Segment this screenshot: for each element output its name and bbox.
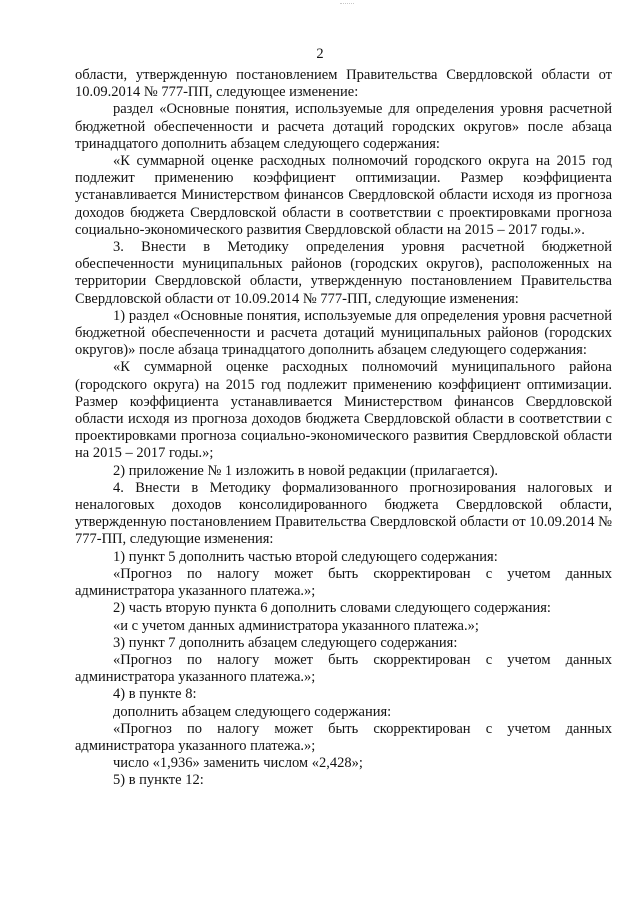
- quoted-paragraph: «Прогноз по налогу может быть скорректирован с учетом данных администратора указанного платежа.»;: [75, 720, 612, 754]
- list-item-paragraph: 2) приложение № 1 изложить в новой редакции (прилагается).: [113, 462, 499, 479]
- quoted-paragraph: «Прогноз по налогу может быть скорректирован с учетом данных администратора указанного платежа.»;: [75, 651, 612, 686]
- list-item-paragraph: 2) часть вторую пункта 6 дополнить словами следующего содержания:: [113, 600, 551, 617]
- quoted-paragraph: «К суммарной оценке расходных полномочий муниципального района (городского округа) на 2015 год подлежит применению коэффициент оптимизации. Размер коэффициента устанавливается Министерством финансов Свердловской области исходя из прогноза доходов бюджета Свердловской области в соответствии с проектировками прогноза социально-экономического развития Свердловской области на 2015 – 2017 годы.»;: [75, 359, 612, 462]
- section-3-paragraph: 3. Внести в Методику определения уровня расчетной бюджетной обеспеченности муниципальных районов (городских округов), расположенных на территории Свердловской области, утвержденную постановлением Правительства Свердловской области от 10.09.2014 № 777-ПП, следующие изменения:: [75, 239, 612, 307]
- page-number: 2: [316, 46, 324, 62]
- paragraph: дополнить абзацем следующего содержания:: [113, 703, 392, 720]
- section-4-paragraph: 4. Внести в Методику формализованного прогнозирования налоговых и неналоговых доходов консолидированного бюджета Свердловской области, утвержденную постановлением Правительства Свердловской области от 10.09.2014 № 777-ПП, следующие изменения:: [75, 479, 612, 548]
- paragraph: число «1,936» заменить числом «2,428»;: [113, 755, 363, 772]
- quoted-paragraph: «и с учетом данных администратора указанного платежа.»;: [113, 617, 479, 634]
- list-item-paragraph: 1) пункт 5 дополнить частью второй следующего содержания:: [113, 548, 498, 565]
- paragraph: области, утвержденную постановлением Правительства Свердловской области от 10.09.2014 № 777-ПП, следующее изменение:: [75, 67, 612, 101]
- list-item-paragraph: 1) раздел «Основные понятия, используемые для определения уровня расчетной бюджетной обеспеченности и расчета дотаций муниципальных районов (городских округов)» после абзаца тринадцатого дополнить абзацем следующего содержания:: [75, 307, 612, 359]
- quoted-paragraph: «К суммарной оценке расходных полномочий городского округа на 2015 год подлежит применению коэффициент оптимизации. Размер коэффициента устанавливается Министерством финансов Свердловской области исходя из прогноза доходов бюджета Свердловской области в соответствии с проектировками прогноза социально-экономического развития Свердловской области на 2015 – 2017 годы.».: [75, 153, 612, 238]
- scan-mark: [340, 3, 354, 4]
- document-body: [75, 67, 612, 790]
- list-item-paragraph: 4) в пункте 8:: [113, 686, 197, 703]
- quoted-paragraph: «Прогноз по налогу может быть скорректирован с учетом данных администратора указанного платежа.»;: [75, 565, 612, 600]
- list-item-paragraph: 5) в пункте 12:: [113, 772, 204, 789]
- list-item-paragraph: 3) пункт 7 дополнить абзацем следующего содержания:: [113, 634, 458, 651]
- paragraph: раздел «Основные понятия, используемые для определения уровня расчетной бюджетной обеспеченности и расчета дотаций городских округов» после абзаца тринадцатого дополнить абзацем следующего содержания:: [75, 101, 612, 152]
